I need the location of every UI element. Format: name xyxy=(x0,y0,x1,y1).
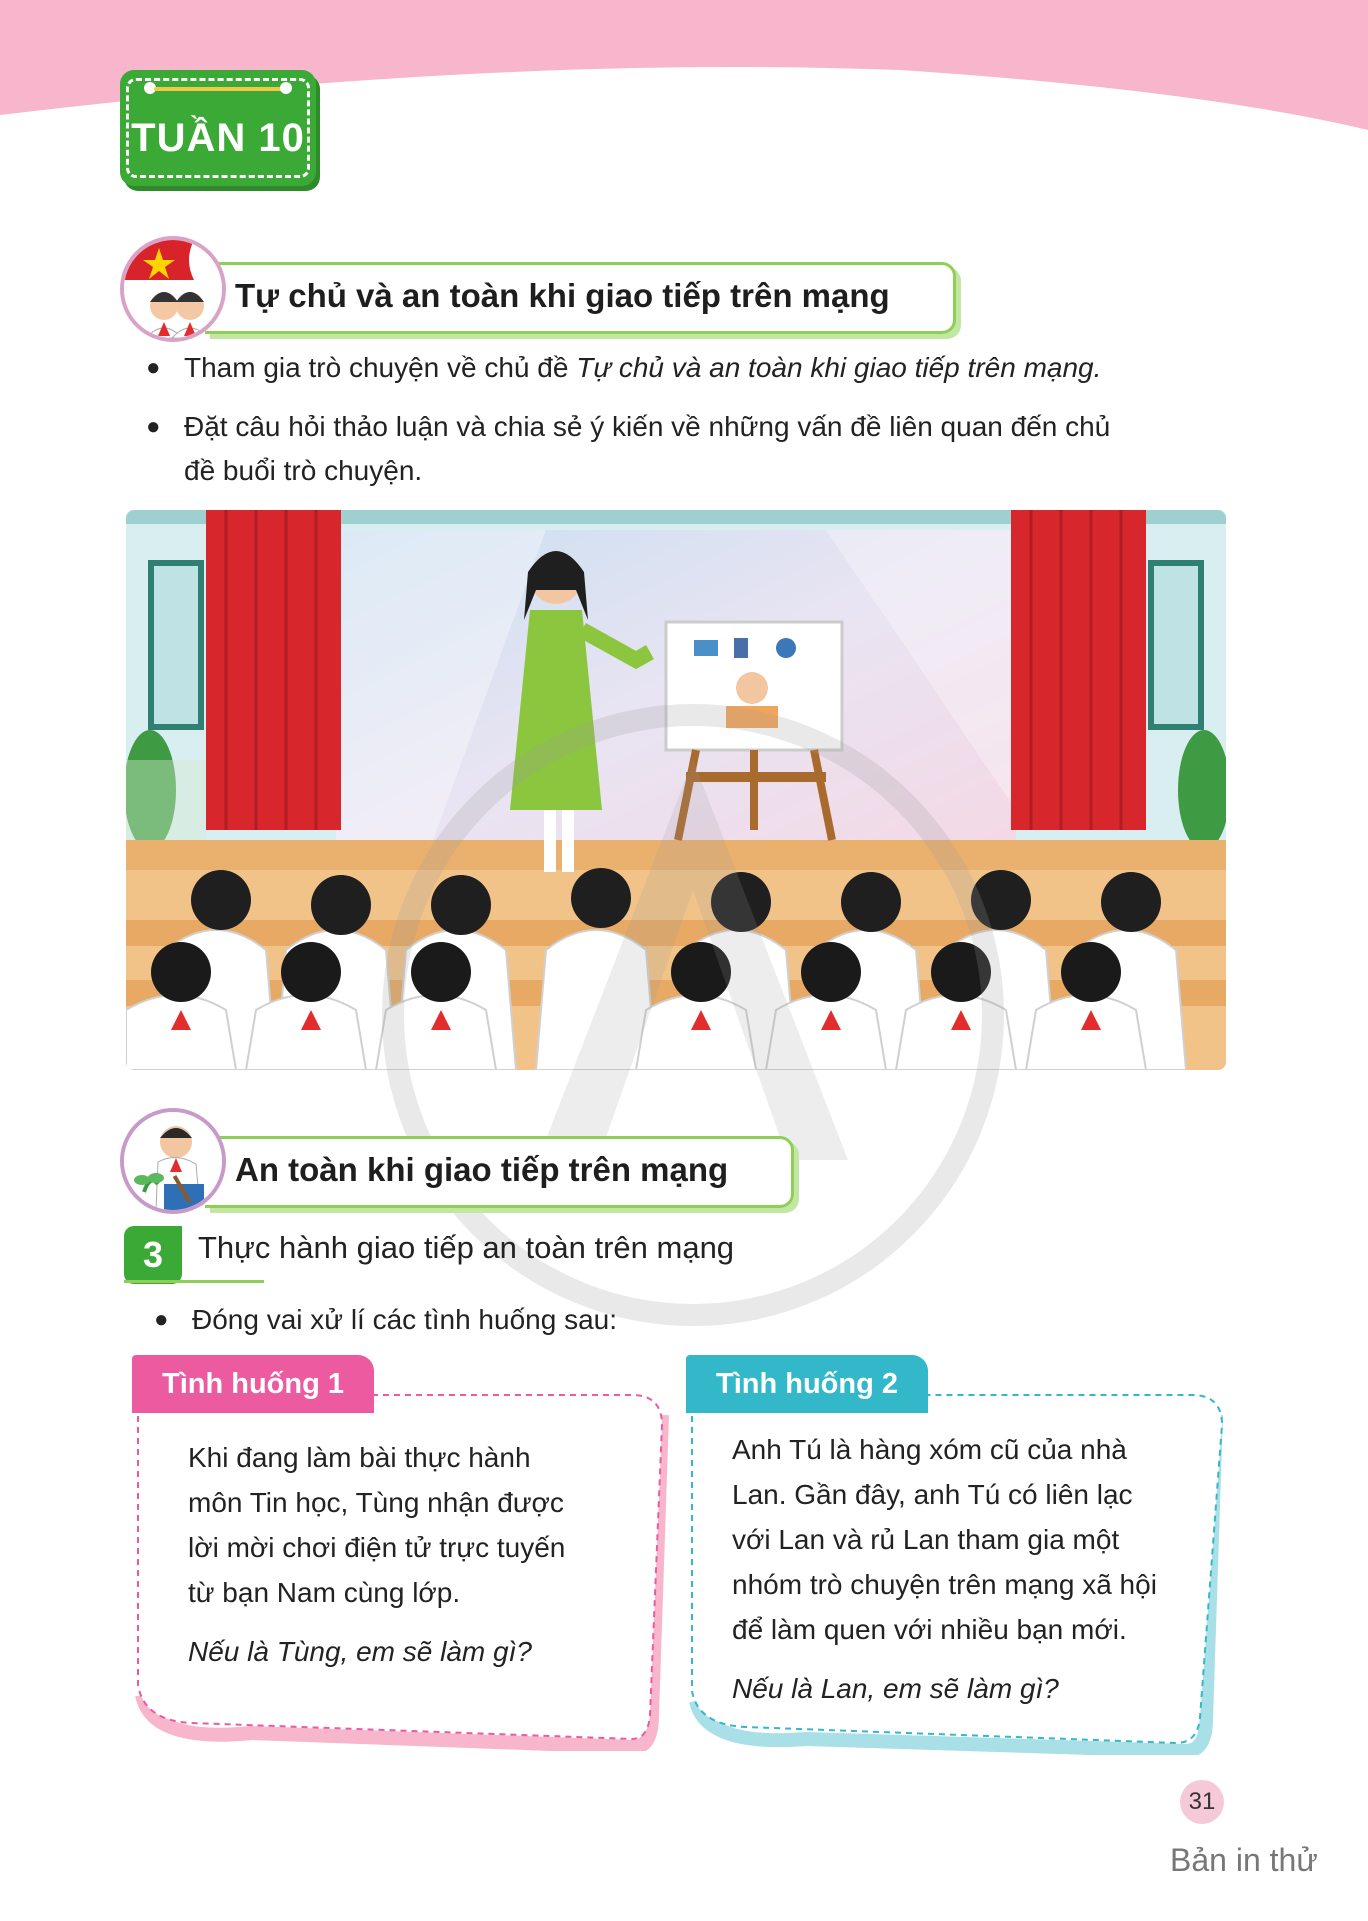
case-1-label: Tình huống 1 xyxy=(132,1355,374,1413)
case-1-line-2: môn Tin học, Tùng nhận được xyxy=(188,1487,564,1518)
section1-heading xyxy=(205,262,956,334)
section1-bullet-2: ● Đặt câu hỏi thảo luận và chia sẻ ý kiến về những vấn đề liên quan đến chủ đề buổi trò chuyện. xyxy=(184,405,1244,493)
case-1-line-3: lời mời chơi điện tử trực tuyến xyxy=(188,1532,566,1563)
bullet2-line1: Đặt câu hỏi thảo luận và chia sẻ ý kiến về những vấn đề liên quan đến chủ xyxy=(184,411,1111,442)
section2-heading xyxy=(205,1136,794,1208)
activity-title: Thực hành giao tiếp an toàn trên mạng xyxy=(198,1230,735,1265)
bullet1-italic-topic: Tự chủ và an toàn khi giao tiếp trên mạng. xyxy=(576,352,1102,383)
week-badge xyxy=(120,70,316,186)
proof-note: Bản in thử xyxy=(1170,1842,1318,1878)
case-1-line-4: từ bạn Nam cùng lớp. xyxy=(188,1577,461,1608)
case-1-question: Nếu là Tùng, em sẽ làm gì? xyxy=(188,1636,532,1667)
case-2-question: Nếu là Lan, em sẽ làm gì? xyxy=(732,1673,1059,1704)
case-2-label: Tình huống 2 xyxy=(686,1355,928,1413)
section2-bullet-text: Đóng vai xử lí các tình huống sau: xyxy=(192,1304,617,1335)
section2-title: An toàn khi giao tiếp trên mạng xyxy=(235,1151,729,1188)
section2-bullet: ● Đóng vai xử lí các tình huống sau: xyxy=(154,1304,617,1335)
student-planting-icon xyxy=(120,1108,226,1214)
section1-title: Tự chủ và an toàn khi giao tiếp trên mạng xyxy=(235,277,890,314)
classroom-illustration xyxy=(126,510,1226,1070)
activity-underline xyxy=(124,1280,264,1283)
case-2-line-1: Anh Tú là hàng xóm cũ của nhà xyxy=(732,1434,1127,1465)
week-label: TUẦN 10 xyxy=(131,116,305,160)
pioneer-emblem-icon xyxy=(120,236,226,342)
case-1-line-1: Khi đang làm bài thực hành xyxy=(188,1442,531,1473)
page-number: 31 xyxy=(1180,1780,1224,1824)
bullet1-text: Tham gia trò chuyện về chủ đề xyxy=(184,352,577,383)
case-card-1 xyxy=(132,1355,672,1751)
case-2-line-3: với Lan và rủ Lan tham gia một xyxy=(732,1524,1120,1555)
case-card-2 xyxy=(686,1355,1226,1755)
case-2-body xyxy=(732,1427,1188,1711)
case-2-line-5: để làm quen với nhiều bạn mới. xyxy=(732,1614,1127,1645)
activity-number-badge: 3 xyxy=(124,1226,182,1284)
bullet2-line2: đề buổi trò chuyện. xyxy=(184,455,423,486)
case-2-line-4: nhóm trò chuyện trên mạng xã hội xyxy=(732,1569,1157,1600)
case-2-line-2: Lan. Gần đây, anh Tú có liên lạc xyxy=(732,1479,1133,1510)
section1-bullet-1: ● Tham gia trò chuyện về chủ đề Tự chủ và an toàn khi giao tiếp trên mạng. xyxy=(146,352,1102,383)
case-1-body xyxy=(188,1435,618,1674)
